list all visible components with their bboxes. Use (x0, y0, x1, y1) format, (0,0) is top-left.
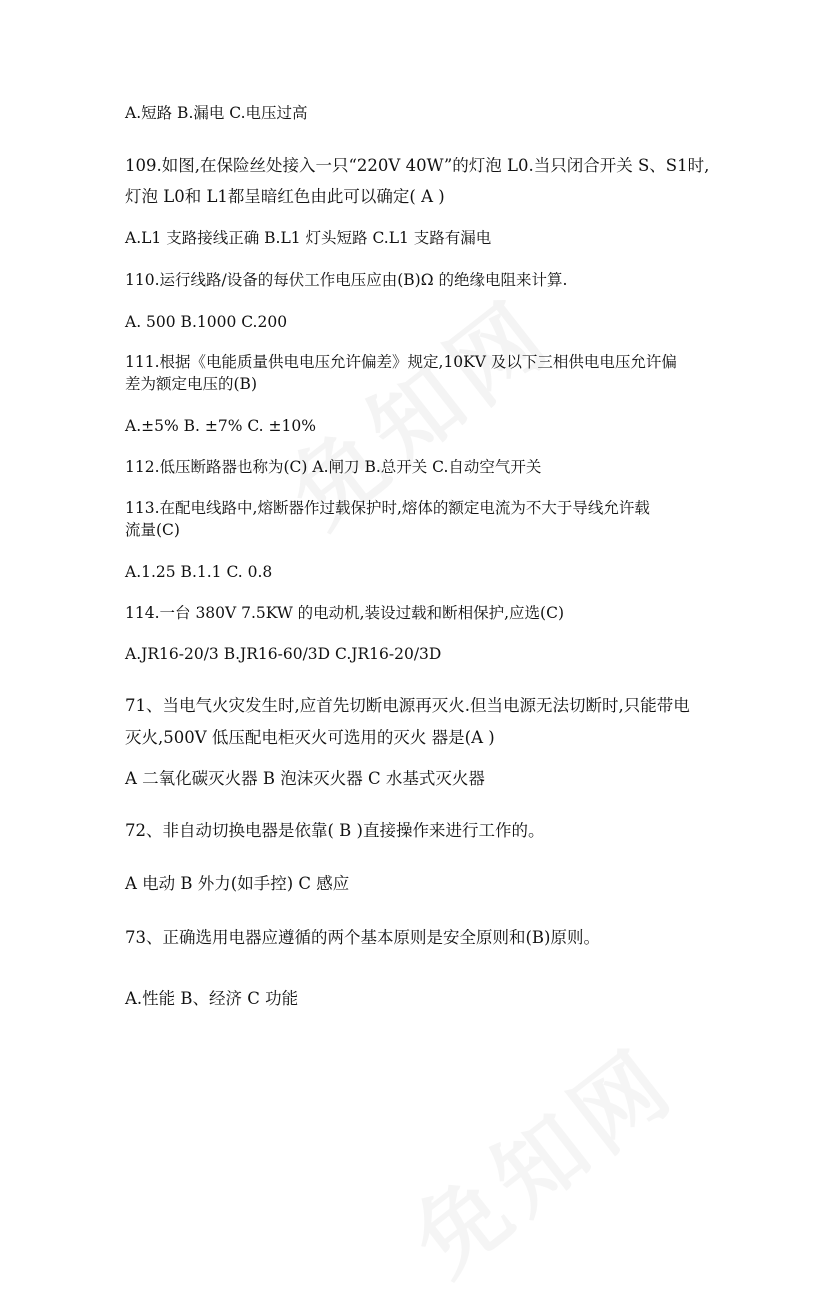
question-71-line-1: 71、当电气火灾发生时,应首先切断电源再灭火.但当电源无法切断时,只能带电 (125, 696, 690, 715)
question-114: 114.一台 380V 7.5KW 的电动机,装设过载和断相保护,应选(C) (125, 604, 564, 622)
question-112: 112.低压断路器也称为(C) A.闸刀 B.总开关 C.自动空气开关 (125, 458, 542, 476)
answer-options-114: A.JR16-20/3 B.JR16-60/3D C.JR16-20/3D (125, 645, 442, 663)
question-109-line-2: 灯泡 L0和 L1都呈暗红色由此可以确定( A ) (125, 187, 445, 206)
answer-options-109: A.L1 支路接线正确 B.L1 灯头短路 C.L1 支路有漏电 (125, 229, 492, 247)
question-109-line-1: 109.如图,在保险丝处接入一只“220V 40W”的灯泡 L0.当只闭合开关 S、S1时, (125, 156, 710, 175)
answer-options-71: A 二氧化碳灭火器 B 泡沫灭火器 C 水基式灭火器 (125, 769, 485, 788)
answer-options-110: A. 500 B.1000 C.200 (125, 313, 288, 331)
watermark-bottom (382, 1011, 698, 1298)
text-line: A.短路 B.漏电 C.电压过高 (125, 104, 308, 122)
answer-options-73: A.性能 B、经济 C 功能 (125, 989, 299, 1008)
answer-options-111: A.±5% B. ±7% C. ±10% (125, 417, 316, 435)
question-110: 110.运行线路/设备的每伏工作电压应由(B)Ω 的绝缘电阻来计算. (125, 271, 568, 289)
question-113-line-1: 113.在配电线路中,熔断器作过载保护时,熔体的额定电流为不大于导线允许载 (125, 499, 650, 517)
answer-options-72: A 电动 B 外力(如手控) C 感应 (125, 874, 350, 893)
question-73: 73、正确选用电器应遵循的两个基本原则是安全原则和(B)原则。 (125, 928, 600, 947)
question-71-line-2: 灭火,500V 低压配电柜灭火可选用的灭火 器是(A ) (125, 728, 495, 747)
question-111-line-1: 111.根据《电能质量供电电压允许偏差》规定,10KV 及以下三相供电电压允许偏 (125, 353, 677, 371)
answer-options-113: A.1.25 B.1.1 C. 0.8 (125, 563, 273, 581)
question-72: 72、非自动切换电器是依靠( B )直接操作来进行工作的。 (125, 821, 545, 840)
question-111-line-2: 差为额定电压的(B) (125, 375, 257, 393)
question-113-line-2: 流量(C) (125, 521, 180, 539)
